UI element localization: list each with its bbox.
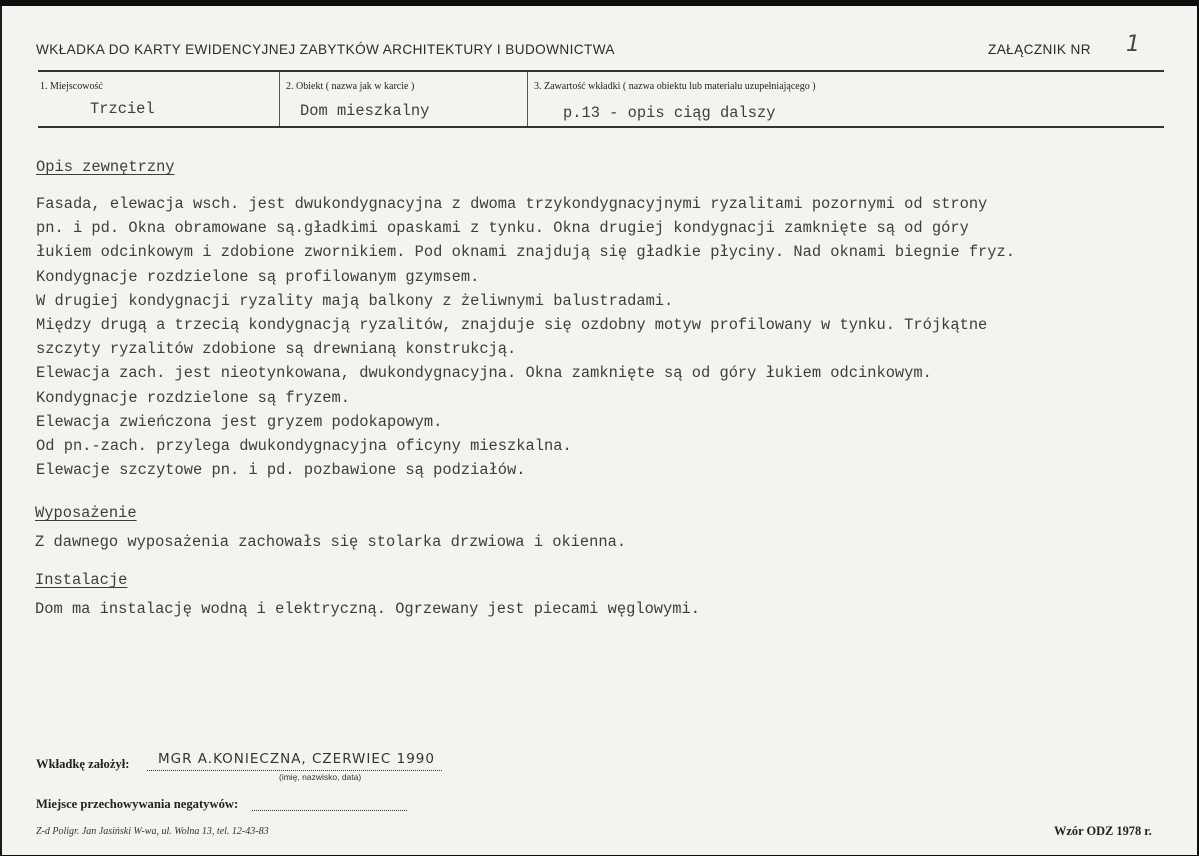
- section-heading-exterior: Opis zewnętrzny: [36, 158, 175, 176]
- founded-by-hint: (imię, nazwisko, data): [279, 772, 362, 782]
- section-heading-installation: Instalacje: [35, 571, 128, 589]
- description-line: Między drugą a trzecią kondygnacją ryzalitów, znajduje się ozdobny motyw profilowany w tynku. Trójkątne: [36, 315, 988, 334]
- equipment-text: Z dawnego wyposażenia zachowałs się stolarka drzwiowa i okienna.: [35, 533, 627, 551]
- header-rule-top: [38, 70, 1164, 72]
- header-divider-2: [527, 72, 528, 126]
- founded-by-label: Wkładkę założył:: [36, 757, 130, 771]
- document-sheet: [0, 6, 1197, 855]
- description-line: pn. i pd. Okna obramowane są.gładkimi opaskami z tynku. Okna drugiej kondygnacji zamknięte są od góry: [36, 219, 969, 238]
- founded-by-signature: MGR A.KONIECZNA, CZERWIEC 1990: [158, 751, 435, 767]
- annex-number: 1: [1126, 32, 1140, 57]
- section-heading-equipment: Wyposażenie: [35, 504, 137, 522]
- printer-imprint: Z-d Poligr. Jan Jasiński W-wa, ul. Wolna 13, tel. 12-43-83: [36, 826, 269, 837]
- exterior-description: [36, 192, 1156, 482]
- header-divider-1: [279, 72, 280, 126]
- field-value-locality: Trzciel: [90, 100, 155, 118]
- founded-by-dotted-line: [147, 770, 442, 771]
- description-line: Od pn.-zach. przylega dwukondygnacyjna oficyny mieszkalna.: [36, 436, 572, 455]
- description-line: Elewacja zach. jest nieotynkowana, dwukondygnacyjna. Okna zamknięte są od góry łukiem odcinkowym.: [36, 364, 932, 383]
- description-line: Fasada, elewacja wsch. jest dwukondygnacyjna z dwoma trzykondygnacyjnymi ryzalitami pozornymi od strony: [36, 195, 988, 213]
- description-line: Elewacje szczytowe pn. i pd. pozbawione są podziałów.: [36, 461, 526, 480]
- field-value-content: p.13 - opis ciąg dalszy: [563, 104, 776, 122]
- negatives-location-label: Miejsce przechowywania negatywów:: [36, 797, 239, 811]
- form-model: Wzór ODZ 1978 r.: [1054, 824, 1152, 838]
- field-label-locality: 1. Miejscowość: [40, 81, 103, 92]
- description-line: Kondygnacje rozdzielone są profilowanym gzymsem.: [36, 267, 480, 286]
- description-line: łukiem odcinkowym i zdobione zwornikiem. Pod oknami znajdują się gładkie płyciny. Nad oknami biegnie fryz.: [36, 243, 1016, 262]
- description-line: szczyty ryzalitów zdobione są drewnianą konstrukcją.: [36, 340, 517, 359]
- field-label-object: 2. Obiekt ( nazwa jak w karcie ): [286, 81, 415, 92]
- field-label-content: 3. Zawartość wkładki ( nazwa obiektu lub materiału uzupełniającego ): [534, 81, 816, 92]
- description-line: W drugiej kondygnacji ryzality mają balkony z żeliwnymi balustradami.: [36, 291, 674, 310]
- negatives-location-dotted-line: [252, 810, 407, 811]
- description-line: Kondygnacje rozdzielone są fryzem.: [36, 388, 351, 407]
- form-title: WKŁADKA DO KARTY EWIDENCYJNEJ ZABYTKÓW ARCHITEKTURY I BUDOWNICTWA: [36, 42, 615, 57]
- annex-label: ZAŁĄCZNIK NR: [988, 42, 1091, 57]
- header-rule-bottom: [38, 126, 1164, 128]
- installation-text: Dom ma instalację wodną i elektryczną. Ogrzewany jest piecami węglowymi.: [35, 600, 700, 618]
- field-value-object: Dom mieszkalny: [300, 102, 430, 120]
- description-line: Elewacja zwieńczona jest gryzem podokapowym.: [36, 412, 443, 431]
